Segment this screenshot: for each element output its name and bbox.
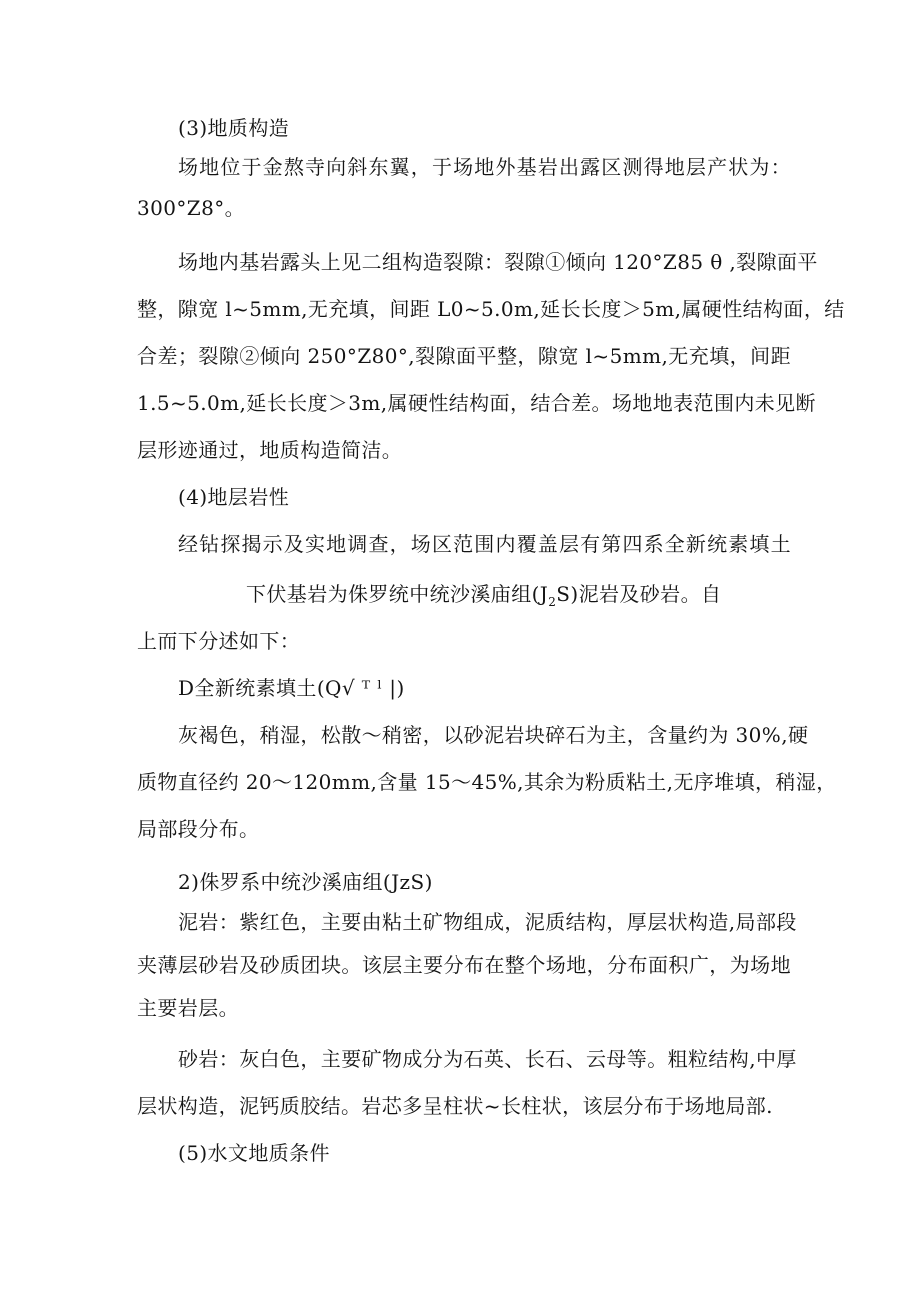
paragraph-line: 质物直径约 20～120mm,含量 15～45%,其余为粉质粘土,无序堆填，稍湿， [137,770,837,794]
paragraph-line: 经钻探揭示及实地调查，场区范围内覆盖层有第四系全新统素填土 [178,532,791,556]
subsection-heading-jurassic: 2)侏罗系中统沙溪庙组(JzS) [178,870,433,894]
paragraph-line: 局部段分布。 [137,817,260,841]
paragraph-line: 泥岩：紫红色，主要由粘土矿物组成，泥质结构，厚层状构造,局部段 [178,910,797,934]
paragraph-line: 层状构造，泥钙质胶结。岩芯多呈柱状~长柱状，该层分布于场地局部. [137,1094,773,1118]
section-heading-strata-lithology: (4)地层岩性 [178,485,290,509]
section-heading-hydrogeology: (5)水文地质条件 [178,1141,330,1165]
paragraph-line: 场地位于金熬寺向斜东翼，于场地外基岩出露区测得地层产状为： [178,155,791,179]
paragraph-line: 1.5~5.0m,延长长度＞3m,属硬性结构面，结合差。场地地表范围内未见断 [137,391,816,415]
paragraph-line: 主要岩层。 [137,996,239,1020]
paragraph-line: 灰褐色，稍湿，松散～稍密，以砂泥岩块碎石为主，含量约为 30%,硬 [178,723,809,747]
paragraph-line: 砂岩：灰白色，主要矿物成分为石英、长石、云母等。粗粒结构,中厚 [178,1047,797,1071]
paragraph-line: 夹薄层砂岩及砂质团块。该层主要分布在整个场地，分布面积广，为场地 [137,953,791,977]
paragraph-line: 层形迹通过，地质构造简洁。 [137,438,403,462]
subsection-heading-fill: D全新统素填土(Q√ ᵀ ˡ |) [178,676,405,700]
formation-subscript: 2 [548,595,557,609]
paragraph-line: 合差；裂隙②倾向 250°Z80°,裂隙面平整，隙宽 l~5mm,无充填，间距 [137,344,791,368]
paragraph-line: 300°Z8°。 [137,196,245,220]
paragraph-line: 上而下分述如下： [137,629,301,653]
formation-text-pre: 下伏基岩为侏罗统中统沙溪庙组(J [246,582,549,606]
paragraph-line: 场地内基岩露头上见二组构造裂隙：裂隙①倾向 120°Z85 θ ,裂隙面平 [178,250,818,274]
paragraph-line-formation [246,582,722,609]
formation-text-post: S)泥岩及砂岩。自 [556,582,722,606]
section-heading-geologic-structure: (3)地质构造 [178,116,290,140]
paragraph-line: 整，隙宽 l~5mm,无充填，间距 L0~5.0m,延长长度＞5m,属硬性结构面，结 [137,297,845,321]
